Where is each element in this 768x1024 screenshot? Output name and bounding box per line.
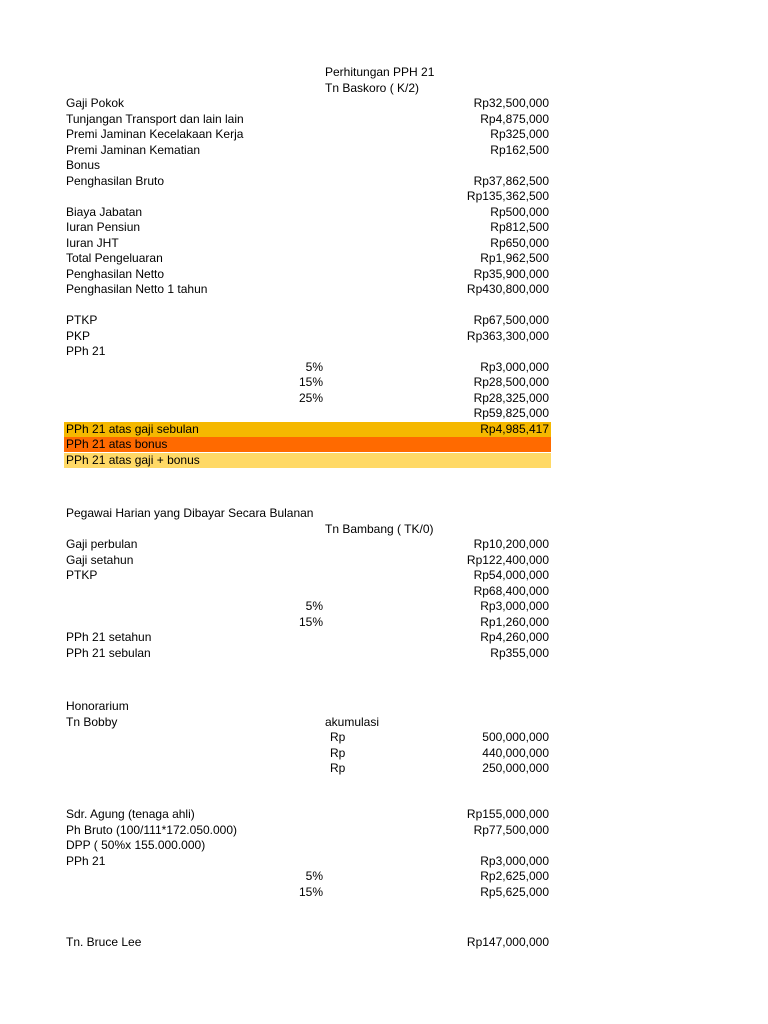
table-row [64,143,551,158]
highlight-label: PPh 21 atas gaji sebulan [66,421,199,436]
row-label: Sdr. Agung (tenaga ahli) [66,807,195,821]
row-label: Penghasilan Netto 1 tahun [66,282,208,296]
row-label: Tunjangan Transport dan lain lain [66,111,244,126]
table-row [64,96,551,111]
row-label: Total Pengeluaran [66,251,163,265]
table-row [64,205,551,220]
bracket-row [64,391,551,406]
bracket-rate: 5% [305,869,323,883]
section3-title-row [64,699,551,714]
table-row [64,584,551,599]
row-value: Rp10,200,000 [473,537,549,551]
table-row [64,282,551,297]
row-value: Rp67,500,000 [473,313,549,327]
table-row [64,127,551,142]
row-label: Gaji setahun [66,552,134,567]
bracket-total-row [64,406,551,421]
bracket-value: Rp3,000,000 [480,599,549,613]
honor-row [64,761,551,776]
table-row [64,537,551,552]
currency-label: Rp [330,730,346,744]
currency-label: Rp [330,761,346,775]
table-row [64,568,551,583]
row-value: Rp1,962,500 [480,251,549,265]
section2-title: Pegawai Harian yang Dibayar Secara Bulanan [66,506,314,520]
amount-value: 440,000,000 [482,745,549,760]
row-value: Rp135,362,500 [466,189,549,203]
row-label: PPh 21 [66,853,106,868]
bracket-rate: 5% [305,359,323,374]
table-row [64,646,551,661]
row-value: Rp3,000,000 [480,853,549,868]
row-value: Rp35,900,000 [473,266,549,281]
row-value: Rp355,000 [490,645,549,660]
row-value: Rp4,875,000 [480,111,549,126]
table-row [64,112,551,127]
section3-name: Tn Bobby [66,714,118,729]
highlight-row-monthly [64,422,551,437]
table-row [64,838,551,853]
honor-row [64,746,551,761]
row-value: Rp37,862,500 [473,173,549,188]
row-label: Premi Jaminan Kecelakaan Kerja [66,127,244,141]
highlight-label: PPh 21 atas gaji + bonus [66,452,200,467]
row-label: Biaya Jabatan [66,204,143,219]
table-row [64,344,551,359]
row-value: Rp77,500,000 [473,822,549,837]
table-row [64,313,551,328]
row-value: Rp32,500,000 [473,96,549,110]
row-label: PPh 21 setahun [66,630,152,644]
row-value: Rp68,400,000 [473,583,549,598]
accumulation-label: akumulasi [325,714,380,729]
bracket-value: Rp5,625,000 [480,884,549,899]
bracket-rate: 15% [298,614,323,629]
row-label: PTKP [66,313,98,327]
row-label: DPP ( 50%x 155.000.000) [66,838,206,852]
bracket-value: Rp2,625,000 [480,869,549,883]
highlight-label: PPh 21 atas bonus [66,437,168,451]
table-row [64,807,551,822]
table-row [64,158,551,173]
row-value: Rp812,500 [490,220,549,234]
amount-value: 250,000,000 [482,761,549,775]
table-row [64,220,551,235]
honor-row [64,730,551,745]
bracket-row [64,375,551,390]
row-label: PTKP [66,568,98,582]
bracket-total: Rp59,825,000 [473,406,549,420]
table-row [64,854,551,869]
bracket-row [64,885,551,900]
table-row [64,236,551,251]
highlight-row-bonus [64,437,551,452]
section2-title-row [64,506,551,521]
amount-value: 500,000,000 [482,730,549,744]
section1-title-row [64,65,551,80]
table-row [64,267,551,282]
row-label: Tn. Bruce Lee [66,935,142,949]
section2-subtitle: Tn Bambang ( TK/0) [325,521,434,536]
section1-subtitle-row [64,81,551,96]
table-row [64,823,551,838]
section3-title: Honorarium [66,699,129,713]
bracket-row [64,360,551,375]
bracket-value: Rp28,325,000 [473,390,549,405]
row-value: Rp162,500 [490,142,549,157]
bracket-rate: 15% [298,884,323,899]
table-row [64,630,551,645]
table-row [64,329,551,344]
row-value: Rp54,000,000 [473,568,549,582]
row-label: PKP [66,328,91,343]
row-label: Iuran JHT [66,235,119,250]
row-label: PPh 21 [66,344,106,358]
row-value: Rp650,000 [490,235,549,250]
table-row [64,553,551,568]
row-value: Rp122,400,000 [466,552,549,567]
bracket-row [64,615,551,630]
bracket-rate: 25% [298,390,323,405]
section1-subtitle: Tn Baskoro ( K/2) [325,80,420,95]
bracket-rate: 5% [305,599,323,613]
row-value: Rp430,800,000 [466,282,549,296]
row-label: Ph Bruto (100/111*172.050.000) [66,822,238,837]
row-label: Gaji perbulan [66,537,138,551]
row-label: Gaji Pokok [66,96,125,110]
section2-subtitle-row [64,522,551,537]
section3-name-row [64,715,551,730]
table-row [64,189,551,204]
highlight-value: Rp4,985,417 [480,421,549,436]
row-value: Rp155,000,000 [466,807,549,821]
row-label: PPh 21 sebulan [66,645,151,660]
highlight-row-gaji-bonus [64,453,551,468]
row-label: Penghasilan Bruto [66,173,165,188]
bracket-value: Rp3,000,000 [480,359,549,374]
section1-title: Perhitungan PPH 21 [325,65,435,79]
row-label: Bonus [66,158,101,172]
bracket-rate: 15% [298,375,323,389]
table-row [64,174,551,189]
bracket-row [64,869,551,884]
row-value: Rp325,000 [490,127,549,141]
currency-label: Rp [330,745,346,760]
row-value: Rp147,000,000 [466,935,549,949]
row-value: Rp363,300,000 [466,328,549,343]
table-row [64,935,551,950]
bracket-value: Rp28,500,000 [473,375,549,389]
table-row [64,251,551,266]
bracket-row [64,599,551,614]
bracket-value: Rp1,260,000 [480,614,549,629]
row-label: Iuran Pensiun [66,220,141,234]
row-value: Rp500,000 [490,204,549,219]
row-label: Premi Jaminan Kematian [66,142,201,157]
row-label: Penghasilan Netto [66,266,165,281]
row-value: Rp4,260,000 [480,630,549,644]
